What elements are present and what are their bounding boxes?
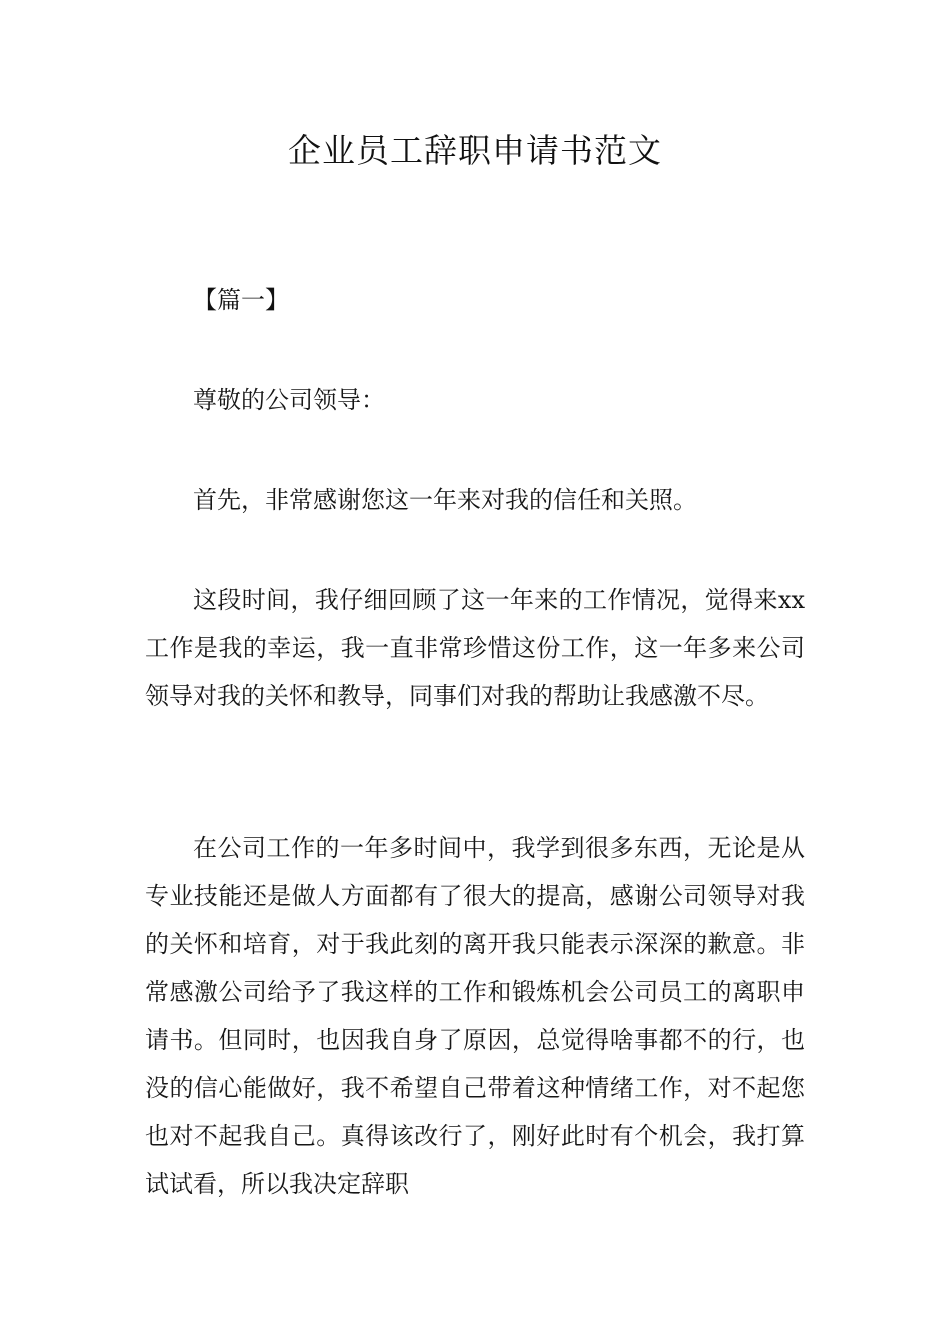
paragraph-text: 尊敬的公司领导： <box>193 386 385 414</box>
paragraph-text: 首先，非常感谢您这一年来对我的信任和关照。 <box>193 486 697 514</box>
section-label: 【篇一】 <box>193 286 289 314</box>
thanks-paragraph <box>145 476 805 524</box>
salutation-paragraph <box>145 376 805 424</box>
paragraph-text: 这段时间，我仔细回顾了这一年来的工作情况，觉得来xx工作是我的幸运，我一直非常珍惜这份工作，这一年多来公司领导对我的关怀和教导，同事们对我的帮助让我感激不尽。 <box>145 586 805 710</box>
growth-paragraph <box>145 824 805 1208</box>
review-paragraph <box>145 576 805 720</box>
paragraph-text: 在公司工作的一年多时间中，我学到很多东西，无论是从专业技能还是做人方面都有了很大的提高，感谢公司领导对我的关怀和培育，对于我此刻的离开我只能表示深深的歉意。非常感激公司给予了我这样的工作和锻炼机会公司员工的离职申请书。但同时，也因我自身了原因，总觉得啥事都不的行，也没的信心能做好，我不希望自己带着这种情绪工作，对不起您也对不起我自己。真得该改行了，刚好此时有个机会，我打算试试看，所以我决定辞职 <box>145 834 805 1198</box>
document-title: 企业员工辞职申请书范文 <box>288 131 662 170</box>
